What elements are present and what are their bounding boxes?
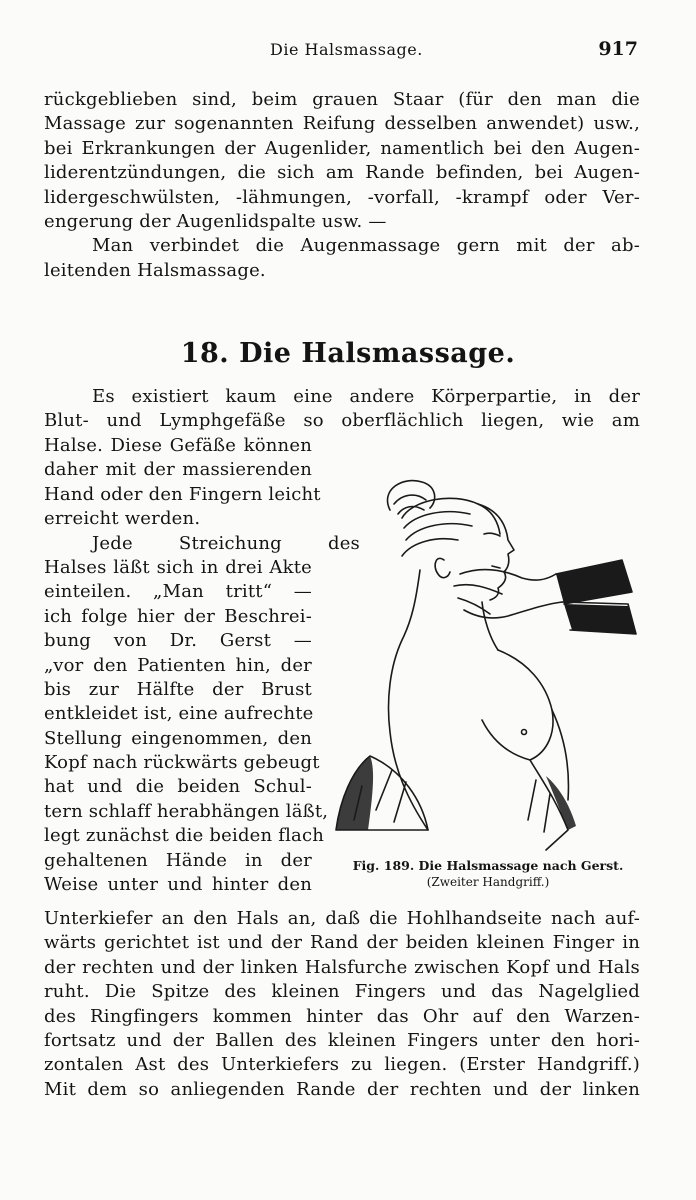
figure-illustration [332,470,644,860]
text-line: zontalen Ast des Unterkiefers zu liegen. (Erster Handgriff.) [44,1054,640,1076]
massage-engraving [332,470,644,860]
text-line: erreicht werden. [44,508,201,530]
running-title: Die Halsmassage. [270,40,423,59]
text-line: Blut- und Lymphgefäße so oberflächlich liegen, wie am [44,410,640,432]
running-header [270,40,638,66]
text-line: bung von Dr. Gerst — [44,630,312,652]
text-line: ich folge hier der Beschrei- [44,605,312,627]
text-line: Hand oder den Fingern leicht [44,483,321,505]
text-line: engerung der Augenlidspalte usw. — [44,210,387,232]
section-continuation [44,907,640,1102]
text-line: des Ringfingers kommen hinter das Ohr auf den Warzen- [44,1005,640,1027]
text-line: hat und die beiden Schul- [44,776,312,798]
text-line: Kopf nach rückwärts gebeugt [44,752,320,774]
text-line: Es existiert kaum eine andere Körperpartie, in der [92,386,640,407]
section-heading: 18. Die Halsmassage. [180,338,516,369]
text-line: liderentzündungen, die sich am Rande befinden, bei Augen- [44,162,640,184]
text-line: Halses läßt sich in drei Akte [44,556,312,578]
text-line: daher mit der massierenden [44,459,312,481]
page-number: 917 [598,38,638,60]
text-line: rückgeblieben sind, beim grauen Staar (für den man die [44,89,640,110]
text-line: lidergeschwülsten, -lähmungen, -vorfall, -krampf oder Ver- [44,186,640,208]
text-line: Stellung eingenommen, den [44,727,312,749]
text-line: entkleidet ist, eine aufrechte [44,703,314,725]
intro-paragraph [44,88,640,283]
text-line: bis zur Hälfte der Brust [44,678,312,700]
text-line: „vor den Patienten hin, der [44,654,312,676]
text-line: Mit dem so anliegenden Rande der rechten und der linken [44,1078,640,1100]
text-line: leitenden Halsmassage. [44,259,266,281]
text-line: Man verbindet die Augenmassage gern mit der ab- [92,235,640,257]
text-line: ruht. Die Spitze des kleinen Fingers und das Nagelglied [44,981,640,1003]
text-line: Halse. Diese Gefäße können [44,435,312,456]
caption-title: Fig. 189. Die Halsmassage nach Gerst. [352,858,624,873]
text-line: bei Erkrankungen der Augenlider, namentlich bei den Augen- [44,137,640,159]
text-line: wärts gerichtet ist und der Rand der beiden kleinen Finger in [44,932,640,954]
text-line: Weise unter und hinter den [44,874,312,896]
text-line: einteilen. „Man tritt“ — [44,581,312,603]
text-line: Massage zur sogenannten Reifung desselben anwendet) usw., [44,113,640,135]
text-line: der rechten und der linken Halsfurche zwischen Kopf und Hals [44,956,640,978]
caption-subtitle: (Zweiter Handgriff.) [426,875,550,889]
text-line: legt zunächst die beiden flach [44,825,325,847]
text-line: tern schlaff herabhängen läßt, [44,800,329,822]
figure-caption [332,858,644,890]
text-line: fortsatz und der Ballen des kleinen Fingers unter den hori- [44,1029,640,1051]
section-intro [44,385,640,434]
text-line: Unterkiefer an den Hals an, daß die Hohlhandseite nach auf- [44,908,640,929]
text-line: Jede Streichung des [92,532,360,554]
text-line: gehaltenen Hände in der [44,849,312,871]
